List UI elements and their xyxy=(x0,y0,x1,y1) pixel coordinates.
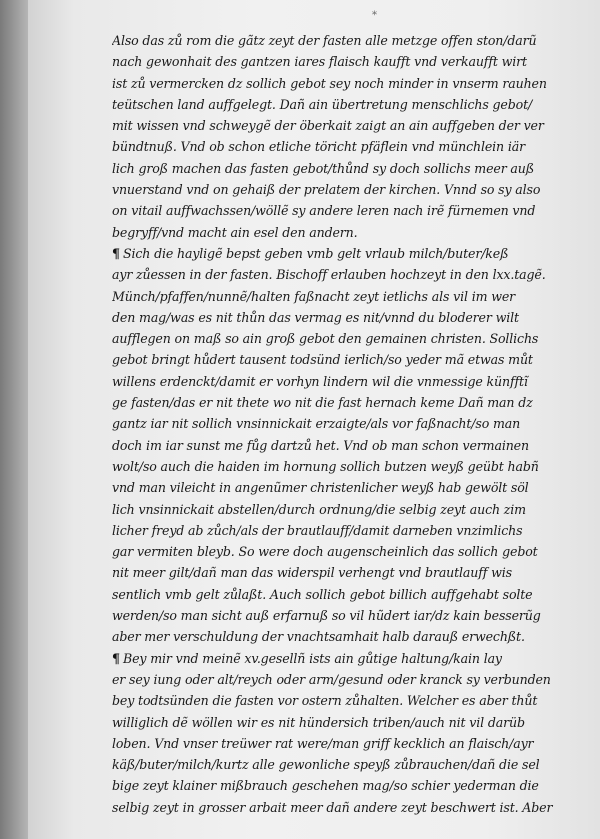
text-line xyxy=(112,541,574,562)
line-text: williglich dẽ wöllen wir es nit hündersich triben/auch nit vil darüb xyxy=(112,714,525,730)
text-line xyxy=(112,520,574,541)
text-line xyxy=(112,797,574,818)
line-text: werden/so man sicht auß erfarnuß so vil hũdert iar/dz kain besserũg xyxy=(112,608,541,624)
line-text: aufflegen on maß so ain groß gebot den gemainen christen. Sollichs xyxy=(112,331,539,347)
line-text: lich vnsinnickait abstellen/durch ordnung/die selbig zeyt auch zim xyxy=(112,501,526,517)
text-line xyxy=(112,669,574,690)
text-line xyxy=(112,499,574,520)
text-line xyxy=(112,349,574,370)
line-text: sentlich vmb gelt zůlaßt. Auch sollich gebot billich auffgehabt solte xyxy=(112,586,533,602)
line-text: käß/buter/milch/kurtz alle gewonliche speyß zůbrauchen/dañ die sel xyxy=(112,757,540,773)
text-line xyxy=(112,775,574,796)
text-line xyxy=(112,477,574,498)
text-line xyxy=(112,605,574,626)
top-mark: * xyxy=(372,10,377,21)
line-text: on vitail auffwachssen/wöllẽ sy andere leren nach irẽ fürnemen vnd xyxy=(112,203,536,219)
line-text: mit wissen vnd schweygẽ der öberkait zaigt an ain auffgeben der ver xyxy=(112,118,544,134)
line-text: wolt/so auch die haiden im hornung sollich butzen weyß geübt habñ xyxy=(112,458,539,474)
line-text: Sich die hayligẽ bepst geben vmb gelt vrlaub milch/buter/keß xyxy=(123,245,509,261)
text-line xyxy=(112,158,574,179)
line-text: gar vermiten bleyb. So were doch augenscheinlich das sollich gebot xyxy=(112,544,538,560)
line-text: doch im iar sunst me fůg dartzů het. Vnd ob man schon vermainen xyxy=(112,437,529,453)
line-text: willens erdenckt/damit er vorhyn lindern wil die vnmessige künfftĩ xyxy=(112,373,528,389)
line-text: bey todtsünden die fasten vor ostern zůhalten. Welcher es aber thůt xyxy=(112,693,538,709)
pilcrow-icon: ¶ xyxy=(112,245,120,261)
line-text: begryff/vnd macht ain esel den andern. xyxy=(112,224,358,240)
text-line xyxy=(112,690,574,711)
line-text: Bey mir vnd meinẽ xv.gesellñ ists ain gůtige haltung/kain lay xyxy=(123,650,502,666)
line-text: bige zeyt klainer mißbrauch geschehen mag/so schier yederman die xyxy=(112,778,539,794)
line-text: Also das zů rom die gãtz zeyt der fasten alle metzge offen ston/darũ xyxy=(112,33,537,48)
line-text: vnuerstand vnd on gehaiß der prelatem der kirchen. Vnnd so sy also xyxy=(112,182,541,198)
text-line xyxy=(112,136,574,157)
text-line xyxy=(112,328,574,349)
text-line xyxy=(112,754,574,775)
line-text: ayr zůessen in der fasten. Bischoff erlauben hochzeyt in den lxx.tagẽ. xyxy=(112,267,546,283)
line-text: aber mer verschuldung der vnachtsamhait halb darauß erwechßt. xyxy=(112,629,525,645)
text-line xyxy=(112,413,574,434)
line-text: teütschen land auffgelegt. Dañ ain übertretung menschlichs gebot/ xyxy=(112,96,533,112)
text-line xyxy=(112,94,574,115)
line-text: er sey iung oder alt/reych oder arm/gesund oder kranck sy verbunden xyxy=(112,671,551,687)
text-line xyxy=(112,371,574,392)
text-line xyxy=(112,179,574,200)
text-line xyxy=(112,456,574,477)
paragraph-start-line xyxy=(112,648,574,669)
line-text: licher freyd ab zůch/als der brautlauff/damit darneben vnzimlichs xyxy=(112,522,523,538)
line-text: vnd man vileicht in angenũmer christenlicher weyß hab gewölt söl xyxy=(112,480,529,496)
line-text: ist zů vermercken dz sollich gebot sey noch minder in vnserm rauhen xyxy=(112,75,547,91)
text-line xyxy=(112,51,574,72)
text-block xyxy=(112,30,574,818)
text-line xyxy=(112,30,574,51)
text-line xyxy=(112,115,574,136)
text-line xyxy=(112,626,574,647)
text-line xyxy=(112,392,574,413)
text-line xyxy=(112,733,574,754)
line-text: nach gewonhait des gantzen iares flaisch kaufft vnd verkaufft wirt xyxy=(112,54,527,70)
line-text: lich groß machen das fasten gebot/thůnd sy doch sollichs meer auß xyxy=(112,160,535,176)
text-line xyxy=(112,222,574,243)
text-line xyxy=(112,264,574,285)
line-text: Münch/pfaffen/nunnẽ/halten faßnacht zeyt ietlichs als vil im wer xyxy=(112,288,516,304)
text-line xyxy=(112,435,574,456)
line-text: den mag/was es nit thůn das vermag es nit/vnnd du bloderer wilt xyxy=(112,309,519,325)
text-line xyxy=(112,73,574,94)
text-line xyxy=(112,584,574,605)
line-text: ge fasten/das er nit thete wo nit die fast hernach keme Dañ man dz xyxy=(112,395,533,411)
pilcrow-icon: ¶ xyxy=(112,650,120,666)
text-line xyxy=(112,286,574,307)
text-line xyxy=(112,307,574,328)
line-text: gebot bringt hůdert tausent todsünd ierlich/so yeder mã etwas můt xyxy=(112,352,533,368)
line-text: loben. Vnd vnser treüwer rat were/man griff kecklich an flaisch/ayr xyxy=(112,735,534,751)
line-text: nit meer gilt/dañ man das widerspil verhengt vnd brautlauff wis xyxy=(112,565,512,581)
line-text: gantz iar nit sollich vnsinnickait erzaigte/als vor faßnacht/so man xyxy=(112,416,521,432)
text-line xyxy=(112,562,574,583)
paragraph-start-line xyxy=(112,243,574,264)
text-line xyxy=(112,200,574,221)
text-line xyxy=(112,712,574,733)
line-text: bündtnuß. Vnd ob schon etliche töricht pfäflein vnd münchlein iär xyxy=(112,139,525,155)
line-text: selbig zeyt in grosser arbait meer dañ andere zeyt beschwert ist. Aber xyxy=(112,799,553,815)
